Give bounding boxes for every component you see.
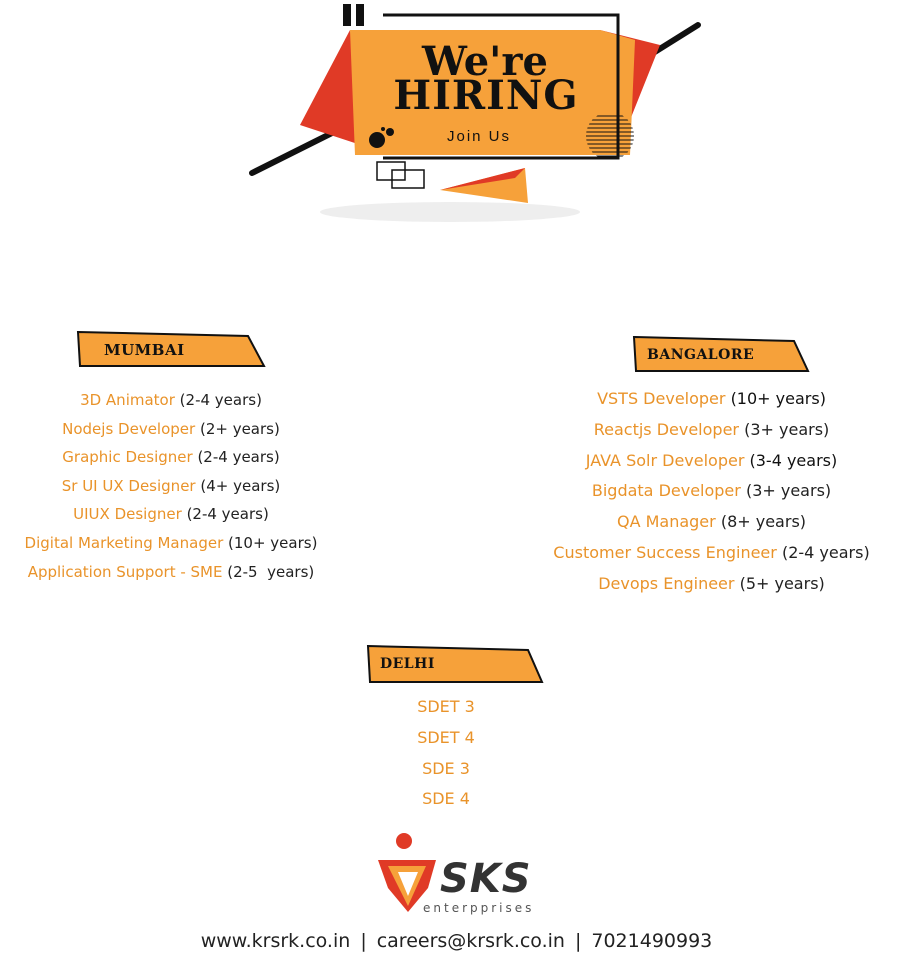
city-name-delhi: DELHI bbox=[380, 656, 435, 672]
city-name-bangalore: BANGALORE bbox=[647, 347, 755, 363]
job-list-delhi bbox=[346, 692, 546, 815]
banner-title-line1: We're bbox=[422, 38, 548, 85]
phone-number: 7021490993 bbox=[591, 930, 713, 952]
logo-subtext: enterpprises bbox=[423, 901, 535, 915]
footer-contact bbox=[0, 930, 913, 952]
city-tag-mumbai bbox=[76, 330, 268, 368]
email-link[interactable]: careers@krsrk.co.in bbox=[376, 930, 565, 952]
list-item: Customer Success Engineer (2-4 years) bbox=[553, 542, 870, 562]
list-item: SDET 4 bbox=[417, 727, 475, 747]
separator: | bbox=[360, 930, 367, 952]
city-tag-bangalore bbox=[632, 335, 812, 373]
list-item: Graphic Designer (2-4 years) bbox=[62, 448, 280, 467]
list-item: QA Manager (8+ years) bbox=[616, 512, 807, 532]
banner-title-line2: HIRING bbox=[393, 72, 579, 119]
list-item: Digital Marketing Manager (10+ years) bbox=[24, 533, 318, 552]
list-item: SDET 3 bbox=[417, 697, 475, 716]
list-item: Devops Engineer (5+ years) bbox=[598, 573, 825, 593]
list-item: SDE 4 bbox=[422, 789, 470, 809]
list-item: Bigdata Developer (3+ years) bbox=[591, 481, 832, 501]
list-item: UIUX Designer (2-4 years) bbox=[73, 505, 269, 524]
list-item: Reactjs Developer (3+ years) bbox=[593, 419, 830, 439]
list-item: Sr UI UX Designer (4+ years) bbox=[61, 476, 281, 495]
list-item: JAVA Solr Developer (3-4 years) bbox=[585, 450, 838, 470]
job-list-mumbai bbox=[0, 386, 342, 586]
list-item: Nodejs Developer (2+ years) bbox=[62, 419, 280, 438]
separator: | bbox=[574, 930, 582, 952]
list-item: SDE 3 bbox=[422, 758, 470, 778]
list-item: 3D Animator (2-4 years) bbox=[80, 391, 262, 409]
city-name-mumbai: MUMBAI bbox=[104, 341, 185, 359]
logo-text: SKS bbox=[440, 856, 532, 902]
job-list-bangalore bbox=[510, 384, 913, 600]
list-item: Application Support - SME (2-5 years) bbox=[27, 562, 315, 581]
list-item: VSTS Developer (10+ years) bbox=[597, 389, 826, 408]
website-link[interactable]: www.krsrk.co.in bbox=[200, 930, 351, 952]
banner-subtitle: Join Us bbox=[447, 128, 512, 145]
city-tag-delhi bbox=[366, 644, 546, 682]
